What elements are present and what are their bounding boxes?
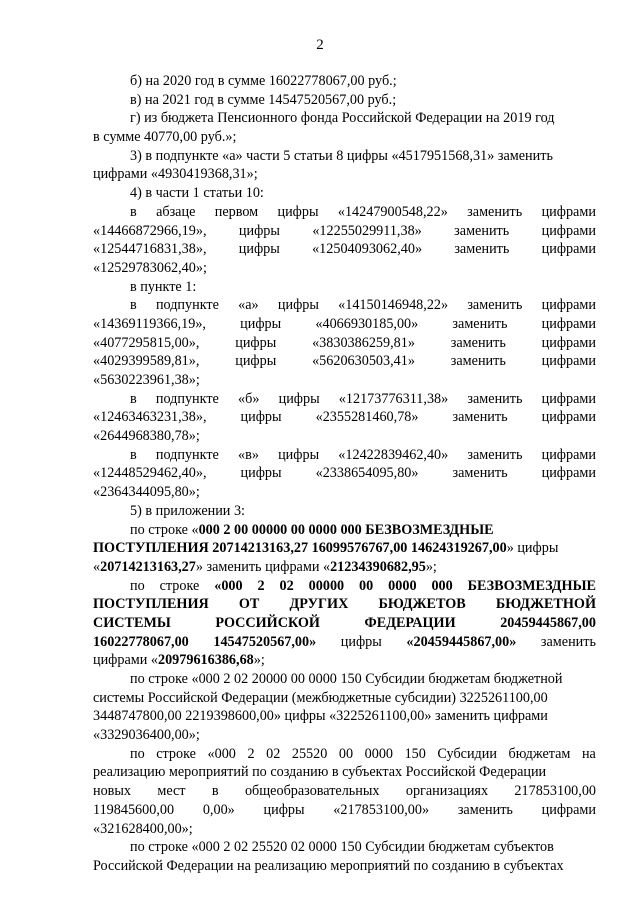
word: заменить [452,465,508,482]
word: цифры [240,315,282,332]
text-line [93,745,596,764]
word: цифрами [541,203,596,220]
word: цифры [238,241,280,258]
text-line [93,782,596,801]
word: цифры [277,297,319,314]
text-line: «12529783062,40»; [93,259,207,276]
word: заменить [450,334,506,351]
word: в [130,203,137,220]
word: цифрами [541,409,596,426]
word: ОТ [238,596,260,613]
word: заменить [457,801,513,818]
word: по [130,577,145,594]
word: «12544716831,38», [93,241,207,258]
text-line [93,521,596,540]
word: Субсидии [437,745,497,762]
text-line [93,539,596,558]
bold-fragment: 20714213163,27 [100,558,196,575]
word: 02 [279,577,294,594]
word: «12463463231,38», [93,409,207,426]
text-fragment: по строке « [130,521,199,538]
word: бюджетам [508,745,571,762]
word: «а» [238,297,259,314]
word: БЕЗВОЗМЕЗДНЫЕ [467,577,596,594]
word: заменить [467,446,523,463]
word: «000 [207,745,236,762]
text-line [93,315,596,334]
word: 00000 [308,577,345,594]
word: по [130,745,145,762]
text-line: по строке «000 2 02 20000 00 0000 150 Субсидии бюджетам бюджетной [130,671,563,687]
text-line: реализацию мероприятий по созданию в субъектах Российской Федерации [93,764,547,781]
word: 25520 [291,745,328,762]
text-line [93,577,596,596]
word: строке [156,745,196,762]
bold-fragment: ПОСТУПЛЕНИЯ 20714213163,27 16099576767,00 14624319267,00 [93,540,507,557]
text-line: цифрами «4930419368,31»; [93,166,258,183]
text-line [93,390,596,409]
text-line: б) на 2020 год в сумме 16022778067,00 руб.; [130,73,397,89]
text-line: системы Российской Федерации (межбюджетные субсидии) 3225261100,00 [93,689,548,706]
word: заменить [452,315,508,332]
word: цифры [278,446,320,463]
text-line [93,352,596,371]
text-line [93,614,596,633]
word: подпункте [155,297,219,314]
bold-fragment: 000 2 00 00000 00 0000 000 БЕЗВОЗМЕЗДНЫЕ [198,521,494,538]
word: цифрами [541,390,596,407]
text-fragment: « [93,558,101,575]
text-line: 5) в приложении 3: [130,502,245,519]
text-line: 3) в подпункте «а» части 5 статьи 8 цифры «4517951568,31» заменить [130,147,553,164]
word: в [130,297,137,314]
word: цифрами [541,297,596,314]
text-line: «2644968380,78»; [93,428,200,445]
text-line [93,446,596,465]
word: РОССИЙСКОЙ [215,614,320,631]
word: общеобразовательных [244,783,380,800]
text-line: «3329036400,00»; [93,727,200,744]
text-line: г) из бюджета Пенсионного фонда Российской Федерации на 2019 год [130,110,555,127]
word: подпункте [155,446,219,463]
word: «12448529462,40», [93,465,207,482]
word: цифрами [541,465,596,482]
text-line: «321628400,00»; [93,820,193,837]
word: ПОСТУПЛЕНИЯ [93,596,209,613]
word: заменить [452,409,508,426]
word: цифры [277,203,319,220]
word: мест [157,783,186,800]
text-line: в пункте 1: [130,278,197,295]
text-line [93,801,596,820]
word: 000 [431,577,453,594]
word: СИСТЕМЫ [93,614,171,631]
text-line [93,222,596,241]
word: «4077295815,00», [93,334,200,351]
word: цифры [235,353,277,370]
document-body [93,72,596,876]
text-line [93,296,596,315]
word: на [581,745,596,762]
word: «14150146948,22» [338,297,449,314]
word: цифры [235,334,277,351]
text-line [93,240,596,259]
word: «000 [214,577,243,594]
word: 14547520567,00» [213,633,317,650]
text-line [93,651,596,670]
word: «в» [238,446,259,463]
word: «14369119366,19», [93,315,206,332]
text-line: в) на 2021 год в сумме 14547520567,00 руб.; [130,91,397,108]
text-line [93,633,596,652]
word: организациях [405,783,489,800]
text-fragment: цифрами « [93,652,158,669]
word: «20459445867,00» [406,633,517,650]
word: 2 [247,745,255,762]
text-line [93,203,596,222]
word: первом [214,203,259,220]
word: 217853100,00 [514,783,596,800]
word: 2 [257,577,265,594]
word: 00 [338,745,354,762]
text-line [93,595,596,614]
word: «4066930185,00» [315,315,419,332]
word: цифры [238,222,280,239]
word: 20459445867,00 [500,614,596,631]
text-line [93,408,596,427]
word: цифрами [541,315,596,332]
word: «2355281460,78» [315,409,419,426]
word: БЮДЖЕТНОЙ [495,596,596,613]
word: цифры [278,390,320,407]
word: заменить [450,353,506,370]
word: цифрами [541,241,596,258]
text-line: 3448747800,00 2219398600,00» цифры «3225261100,00» заменить цифрами [93,708,548,725]
text-fragment: »; [253,652,265,669]
text-line [93,558,596,577]
word: заменить [467,390,523,407]
text-fragment: » заменить цифрами « [195,558,331,575]
word: «2338654095,80» [315,465,419,482]
word: 02 [266,745,281,762]
text-fragment: » цифры [506,540,559,557]
text-line [93,334,596,353]
text-line: по строке «000 2 02 25520 02 0000 150 Субсидии бюджетам субъектов [130,839,554,856]
word: 119845600,00 [93,801,175,818]
word: «б» [238,390,260,407]
word: заменить [454,222,510,239]
word: в [211,783,219,800]
word: 0,00» [202,801,235,818]
word: 150 [404,745,426,762]
word: абзаце [156,203,196,220]
text-line: «2364344095,80»; [93,484,200,501]
word: цифрами [541,353,596,370]
bold-fragment: 21234390682,95 [330,558,426,575]
word: цифры [240,409,282,426]
word: «14466872966,19», [93,222,207,239]
text-line: 4) в части 1 статьи 10: [130,185,264,202]
word: заменить [540,633,596,650]
text-line: Российской Федерации на реализацию мероприятий по созданию в субъектах [93,857,564,874]
word: «3830386259,81» [312,334,415,351]
word: новых [93,783,132,800]
text-line: в сумме 40770,00 руб.»; [93,129,237,146]
page-number: 2 [316,37,324,53]
word: цифрами [541,222,596,239]
text-fragment: »; [425,558,437,575]
word: цифры [240,465,282,482]
word: цифрами [541,801,596,818]
word: «4029399589,81», [93,353,200,370]
word: заменить [467,297,523,314]
word: заменить [467,203,523,220]
word: 0000 [388,577,417,594]
word: заменить [454,241,510,258]
word: ДРУГИХ [289,596,349,613]
word: в [130,390,137,407]
bold-fragment: 20979616386,68 [157,652,254,669]
word: «12255029911,38» [312,222,422,239]
word: ФЕДЕРАЦИИ [364,614,456,631]
word: цифры [263,801,305,818]
text-line: «5630223961,38»; [93,372,200,388]
word: «5620630503,41» [312,353,415,370]
word: цифрами [541,446,596,463]
word: 00 [359,577,374,594]
word: цифрами [541,334,596,351]
word: подпункте [155,390,219,407]
word: «12504093062,40» [312,241,423,258]
word: строке [159,577,200,594]
word: цифры [340,633,382,650]
word: 0000 [364,745,394,762]
word: «12173776311,38» [338,390,449,407]
text-line [93,464,596,483]
word: «12422839462,40» [338,446,449,463]
word: в [130,446,137,463]
word: 16022778067,00 [93,633,189,650]
word: БЮДЖЕТОВ [378,596,466,613]
word: «217853100,00» [333,801,430,818]
word: «14247900548,22» [337,203,448,220]
